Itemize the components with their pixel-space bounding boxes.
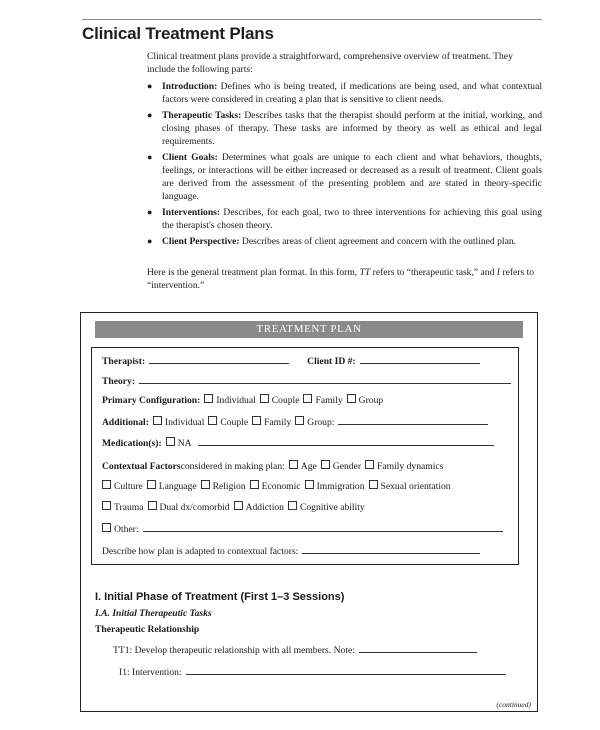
primary-config-row: Primary Configuration: Individual Couple Family Group [102, 395, 384, 406]
bullet-icon: ● [147, 81, 153, 91]
bullet-icon: ● [147, 236, 153, 246]
additional-row: Additional: Individual Couple Family Group: [102, 415, 488, 428]
checkbox-group[interactable] [347, 394, 356, 403]
checkbox-couple[interactable] [260, 394, 269, 403]
i1-row: I1: Intervention: [119, 665, 506, 678]
list-item [147, 80, 542, 106]
list-text: Describes areas of client agreement and concern with the outlined plan. [239, 236, 517, 247]
checkbox-other[interactable] [102, 523, 111, 532]
bullet-icon: ● [147, 110, 153, 120]
checkbox-family-dynamics[interactable] [365, 460, 374, 469]
checkbox-additional-couple[interactable] [208, 416, 217, 425]
checkbox-language[interactable] [147, 480, 156, 489]
list-term: Interventions: [162, 207, 221, 218]
checkbox-dual-dx[interactable] [148, 501, 157, 510]
client-id-field[interactable] [360, 354, 480, 364]
additional-group-field[interactable] [338, 415, 488, 425]
list-item [147, 151, 542, 203]
checkbox-additional-family[interactable] [252, 416, 261, 425]
list-term: Therapeutic Tasks: [162, 110, 242, 121]
phase-subtitle: I.A. Initial Therapeutic Tasks [95, 608, 212, 619]
list-text: Describes tasks that the therapist should perform at the initial, working, and closing phases of therapy. These tasks are informed by theory as well as ethical and legal requirements. [162, 110, 542, 147]
describe-field[interactable] [302, 544, 480, 554]
checkbox-additional-group[interactable] [295, 416, 304, 425]
checkbox-religion[interactable] [201, 480, 210, 489]
checkbox-sexual-orientation[interactable] [369, 480, 378, 489]
other-row: Other: [102, 522, 503, 535]
plan-header: TREATMENT PLAN [95, 321, 523, 338]
list-text: Defines who is being treated, if medications are being used, and what contextual factors were considered in creating a plan that is sensitive to client needs. [162, 81, 542, 105]
checkbox-trauma[interactable] [102, 501, 111, 510]
theory-field[interactable] [139, 374, 511, 384]
theory-row: Theory: [102, 374, 511, 387]
phase-relationship: Therapeutic Relationship [95, 624, 200, 635]
medications-row: Medication(s): NA [102, 436, 494, 449]
tt1-note-field[interactable] [359, 643, 477, 653]
checkbox-gender[interactable] [321, 460, 330, 469]
checkbox-immigration[interactable] [305, 480, 314, 489]
list-term: Client Goals: [162, 152, 218, 163]
checkbox-cognitive-ability[interactable] [288, 501, 297, 510]
list-item [147, 109, 542, 148]
medications-field[interactable] [198, 436, 494, 446]
list-item [147, 206, 542, 232]
checkbox-economic[interactable] [250, 480, 259, 489]
bullet-icon: ● [147, 207, 153, 217]
page-title: Clinical Treatment Plans [82, 24, 274, 43]
checkbox-individual[interactable] [204, 394, 213, 403]
tt1-row: TT1: Develop therapeutic relationship with all members. Note: [113, 643, 477, 656]
describe-row: Describe how plan is adapted to contextual factors: [102, 544, 480, 557]
continued-note: (continued) [496, 700, 531, 709]
checkbox-na[interactable] [166, 437, 175, 446]
contextual-row-1: Contextual Factors considered in making plan: Age Gender Family dynamics [102, 461, 444, 472]
phase-title: I. Initial Phase of Treatment (First 1–3 Sessions) [95, 591, 345, 603]
checkbox-additional-individual[interactable] [153, 416, 162, 425]
checkbox-culture[interactable] [102, 480, 111, 489]
intro-paragraph: Clinical treatment plans provide a straightforward, comprehensive overview of treatment. They include the following parts: [147, 51, 513, 75]
treatment-plan-form [80, 312, 538, 712]
intro-section-box [91, 347, 519, 565]
list-term: Client Perspective: [162, 236, 240, 247]
list-text: Describes, for each goal, two to three interventions for achieving this goal using the therapist's chosen theory. [162, 207, 542, 231]
outro-paragraph: Here is the general treatment plan format. In this form, TT refers to “therapeutic task,” and I refers to “intervention.” [147, 267, 535, 291]
list-term: Introduction: [162, 81, 218, 92]
contextual-row-3: Trauma Dual dx/comorbid Addiction Cognitive ability [102, 501, 365, 513]
checkbox-family[interactable] [303, 394, 312, 403]
top-rule [82, 19, 542, 20]
list-item [147, 235, 542, 248]
checkbox-addiction[interactable] [234, 501, 243, 510]
list-text: Determines what goals are unique to each client and what behaviors, thoughts, feelings, or interactions will be either increased or decreased as a result of treatment. Client goals are derived from the assessment of the presenting problem and are stated in theory-specific language. [162, 152, 542, 202]
parts-list [147, 80, 542, 251]
other-field[interactable] [143, 522, 503, 532]
contextual-row-2: Culture Language Religion Economic Immigration Sexual orientation [102, 480, 451, 492]
checkbox-age[interactable] [289, 460, 298, 469]
i1-intervention-field[interactable] [186, 665, 506, 675]
therapist-row: Therapist: Client ID #: [102, 354, 480, 367]
bullet-icon: ● [147, 152, 153, 162]
therapist-field[interactable] [149, 354, 289, 364]
